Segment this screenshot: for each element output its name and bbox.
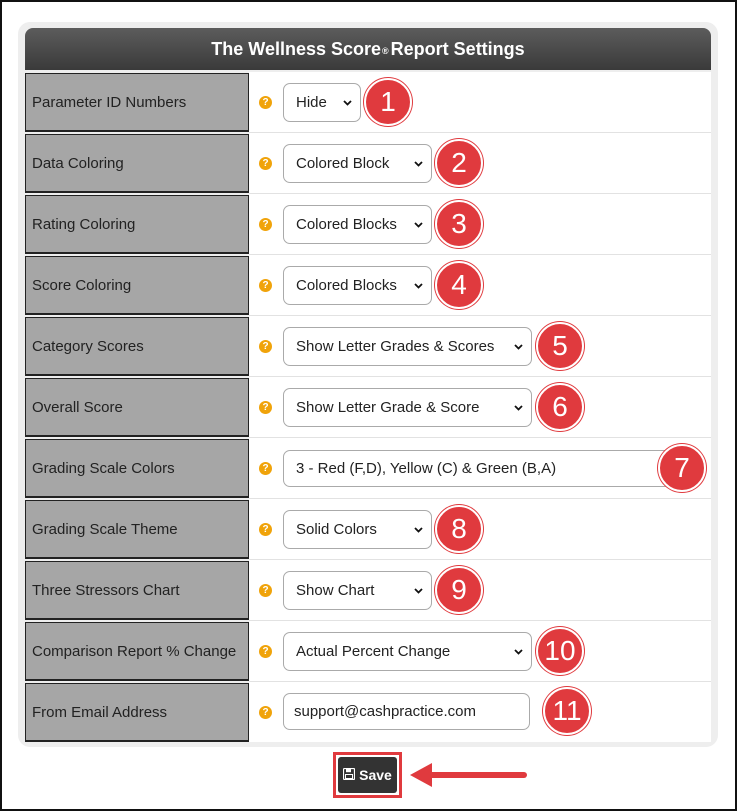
callout-badge: 6 — [536, 383, 584, 431]
parameter-id-select[interactable] — [283, 83, 361, 122]
table-row — [25, 438, 711, 499]
data-coloring-select[interactable] — [283, 144, 432, 183]
table-row — [25, 194, 711, 255]
chevron-down-icon — [514, 342, 523, 351]
table-row — [25, 377, 711, 438]
table-row — [25, 499, 711, 560]
help-icon[interactable]: ? — [259, 96, 272, 109]
row-label: Category Scores — [25, 317, 249, 376]
select-value: Colored Blocks — [296, 277, 397, 294]
row-value-cell — [249, 377, 711, 438]
row-label: Overall Score — [25, 378, 249, 437]
chevron-down-icon — [514, 403, 523, 412]
row-value-cell — [249, 499, 711, 560]
row-value-cell — [249, 316, 711, 377]
comparison-change-select[interactable] — [283, 632, 532, 671]
select-value: Show Chart — [296, 582, 375, 599]
help-icon[interactable]: ? — [259, 340, 272, 353]
table-row — [25, 621, 711, 682]
select-value: Show Letter Grades & Scores — [296, 338, 495, 355]
row-value-cell — [249, 72, 711, 133]
save-label: Save — [359, 767, 392, 783]
from-email-input[interactable] — [283, 693, 530, 730]
header-title-part2: Report Settings — [390, 38, 525, 59]
select-value: Colored Block — [296, 155, 390, 172]
grading-scale-theme-select[interactable] — [283, 510, 432, 549]
callout-badge: 2 — [435, 139, 483, 187]
rating-coloring-select[interactable] — [283, 205, 432, 244]
row-value-cell — [249, 560, 711, 621]
help-icon[interactable]: ? — [259, 706, 272, 719]
callout-badge: 3 — [435, 200, 483, 248]
row-value-cell — [249, 133, 711, 194]
row-value-cell — [249, 438, 711, 499]
chevron-down-icon — [414, 525, 423, 534]
row-value-cell — [249, 255, 711, 316]
select-value: Actual Percent Change — [296, 643, 451, 660]
settings-header — [25, 28, 711, 70]
callout-badge: 7 — [658, 444, 706, 492]
settings-table — [25, 72, 711, 742]
table-row — [25, 316, 711, 377]
header-title-part1: The Wellness Score — [211, 38, 382, 59]
input-value: 3 - Red (F,D), Yellow (C) & Green (B,A) — [296, 460, 557, 477]
chevron-down-icon — [414, 281, 423, 290]
row-value-cell — [249, 194, 711, 255]
row-label: From Email Address — [25, 683, 249, 742]
table-row — [25, 133, 711, 194]
help-icon[interactable]: ? — [259, 157, 272, 170]
callout-badge: 9 — [435, 566, 483, 614]
select-value: Hide — [296, 94, 327, 111]
row-value-cell — [249, 621, 711, 682]
row-label: Score Coloring — [25, 256, 249, 315]
score-coloring-select[interactable] — [283, 266, 432, 305]
help-icon[interactable]: ? — [259, 462, 272, 475]
callout-badge: 11 — [543, 687, 591, 735]
save-button[interactable] — [338, 757, 397, 793]
select-value: Solid Colors — [296, 521, 377, 538]
table-row — [25, 560, 711, 621]
row-label: Data Coloring — [25, 134, 249, 193]
chevron-down-icon — [414, 159, 423, 168]
three-stressors-chart-select[interactable] — [283, 571, 432, 610]
floppy-disk-icon — [343, 767, 355, 783]
help-icon[interactable]: ? — [259, 401, 272, 414]
row-label: Grading Scale Theme — [25, 500, 249, 559]
chevron-down-icon — [514, 647, 523, 656]
row-label: Comparison Report % Change — [25, 622, 249, 681]
row-label: Rating Coloring — [25, 195, 249, 254]
callout-badge: 4 — [435, 261, 483, 309]
select-value: Show Letter Grade & Score — [296, 399, 480, 416]
grading-scale-colors-input[interactable] — [283, 450, 688, 487]
callout-badge: 5 — [536, 322, 584, 370]
row-label: Three Stressors Chart — [25, 561, 249, 620]
table-row — [25, 72, 711, 133]
help-icon[interactable]: ? — [259, 584, 272, 597]
left-arrow-icon — [406, 760, 528, 790]
callout-badge: 8 — [435, 505, 483, 553]
registered-mark: ® — [382, 46, 389, 56]
table-row — [25, 682, 711, 742]
row-value-cell — [249, 682, 711, 742]
row-label: Parameter ID Numbers — [25, 73, 249, 132]
chevron-down-icon — [414, 586, 423, 595]
callout-badge: 10 — [536, 627, 584, 675]
overall-score-select[interactable] — [283, 388, 532, 427]
input-value: support@cashpractice.com — [294, 703, 476, 720]
help-icon[interactable]: ? — [259, 279, 272, 292]
chevron-down-icon — [414, 220, 423, 229]
category-scores-select[interactable] — [283, 327, 532, 366]
help-icon[interactable]: ? — [259, 523, 272, 536]
help-icon[interactable]: ? — [259, 218, 272, 231]
row-label: Grading Scale Colors — [25, 439, 249, 498]
table-row — [25, 255, 711, 316]
callout-badge: 1 — [364, 78, 412, 126]
chevron-down-icon — [343, 98, 352, 107]
select-value: Colored Blocks — [296, 216, 397, 233]
help-icon[interactable]: ? — [259, 645, 272, 658]
